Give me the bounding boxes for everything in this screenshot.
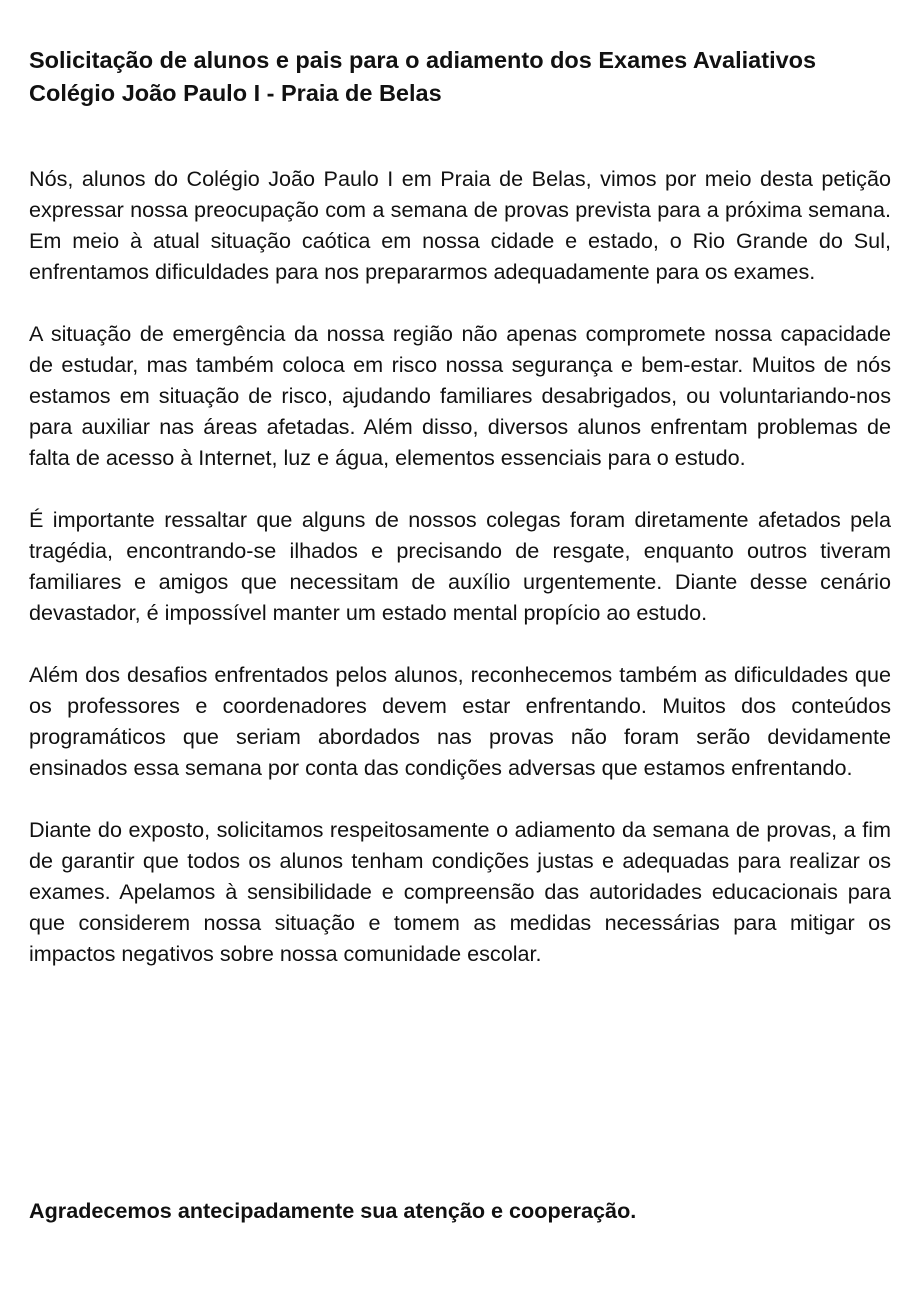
title-line-1: Solicitação de alunos e pais para o adiamento dos Exames Avaliativos (29, 47, 817, 73)
document-title (29, 44, 920, 110)
paragraph-1: Nós, alunos do Colégio João Paulo I em Praia de Belas, vimos por meio desta petição expressar nossa preocupação com a semana de provas prevista para a próxima semana. Em meio à atual situação caótica em nossa cidade e estado, o Rio Grande do Sul, enfrentamos dificuldades para nos prepararmos adequadamente para os exames. (29, 166, 891, 284)
paragraph-5: Diante do exposto, solicitamos respeitosamente o adiamento da semana de provas, a fim de garantir que todos os alunos tenham condições justas e adequadas para realizar os exames. Apelamos à sensibilidade e compreensão das autoridades educacionais para que considerem nossa situação e tomem as medidas necessárias para mitigar os impactos negativos sobre nossa comunidade escolar. (29, 817, 891, 966)
paragraph-3: É importante ressaltar que alguns de nossos colegas foram diretamente afetados pela tragédia, encontrando-se ilhados e precisando de resgate, enquanto outros tiveram familiares e amigos que necessitam de auxílio urgentemente. Diante desse cenário devastador, é impossível manter um estado mental propício ao estudo. (29, 507, 891, 625)
title-line-2: Colégio João Paulo I - Praia de Belas (29, 80, 442, 106)
petition-body (29, 163, 891, 1000)
paragraph-4: Além dos desafios enfrentados pelos alunos, reconhecemos também as dificuldades que os professores e coordenadores devem estar enfrentando. Muitos dos conteúdos programáticos que seriam abordados nas provas não foram serão devidamente ensinados essa semana por conta das condições adversas que estamos enfrentando. (29, 662, 891, 780)
closing-statement: Agradecemos antecipadamente sua atenção e cooperação. (29, 1198, 637, 1223)
paragraph-2: A situação de emergência da nossa região não apenas compromete nossa capacidade de estudar, mas também coloca em risco nossa segurança e bem-estar. Muitos de nós estamos em situação de risco, ajudando familiares desabrigados, ou voluntariando-nos para auxiliar nas áreas afetadas. Além disso, diversos alunos enfrentam problemas de falta de acesso à Internet, luz e água, elementos essenciais para o estudo. (29, 321, 891, 470)
